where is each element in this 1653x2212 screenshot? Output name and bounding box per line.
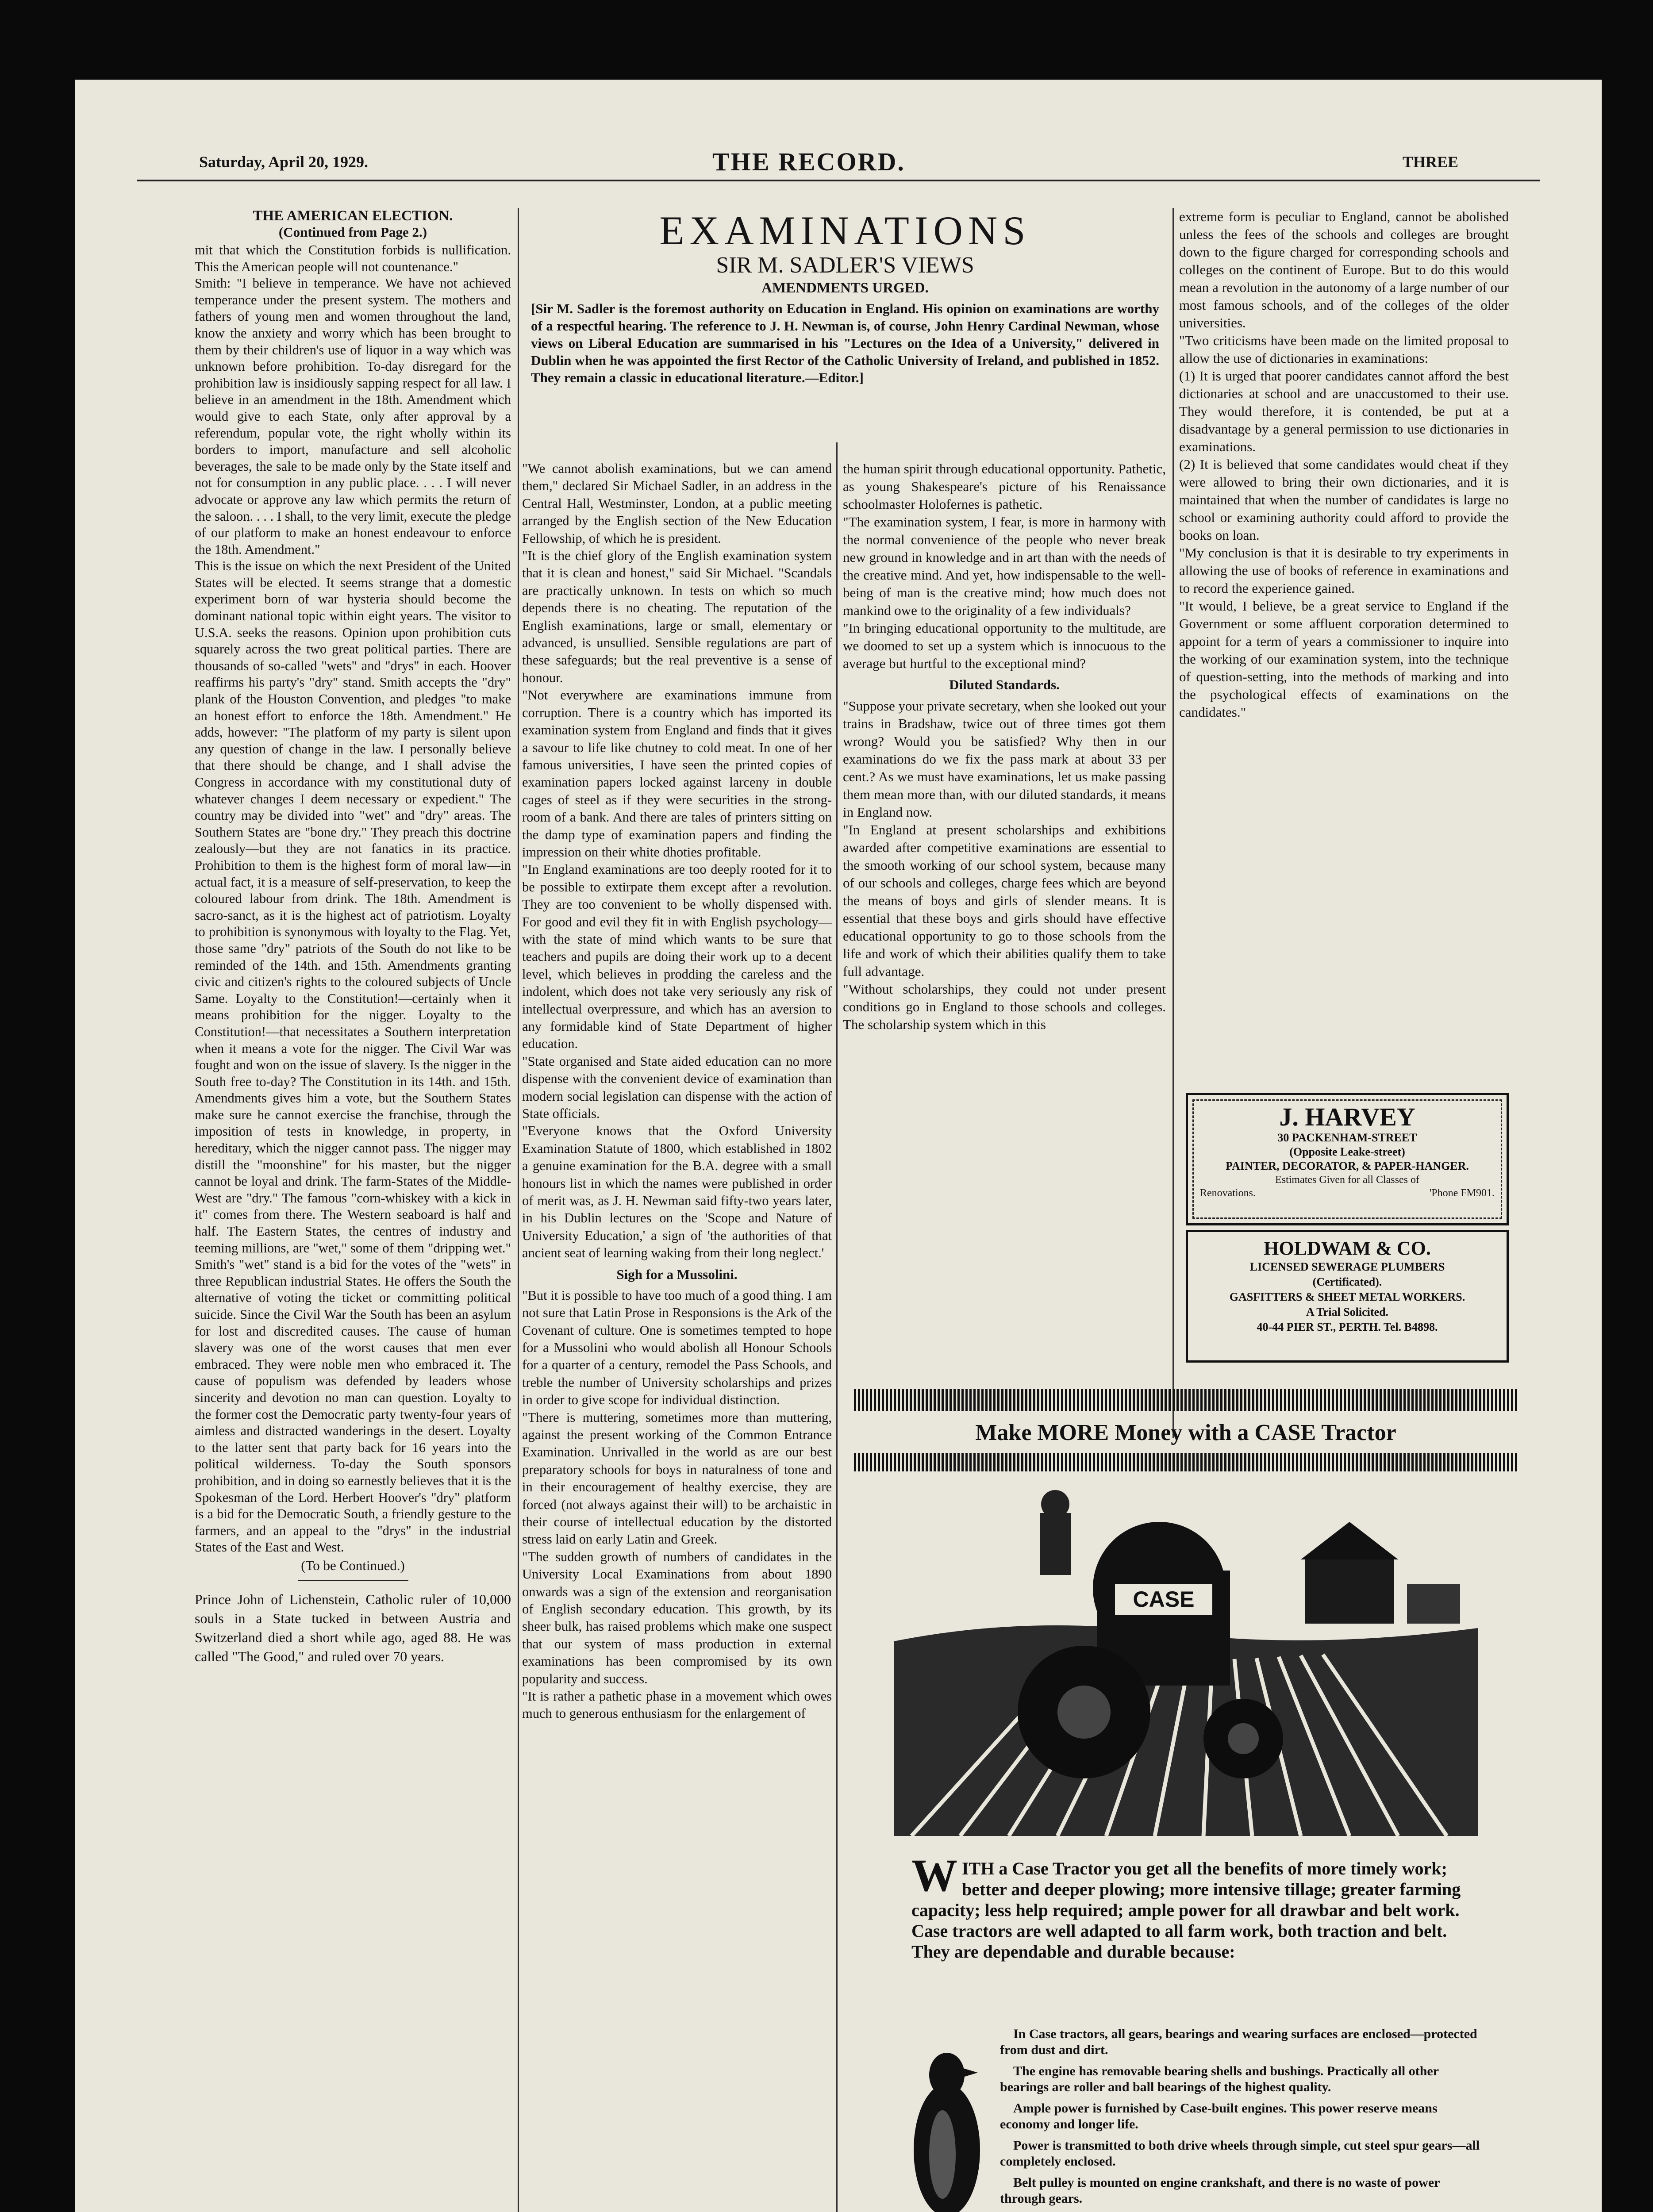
service: GASFITTERS & SHEET METAL WORKERS. (1229, 1290, 1465, 1303)
tractor-illustration (894, 1482, 1478, 1836)
trade: PAINTER, DECORATOR, & PAPER-HANGER. (1226, 1160, 1469, 1172)
feature-item: Power is transmitted to both drive wheels through simple, cut steel spur gears—all completely enclosed. (1000, 2138, 1480, 2169)
feature-item: In Case tractors, all gears, bearings and wearing surfaces are enclosed—protected from dust and dirt. (1000, 2027, 1477, 2057)
ad-headline: Make MORE Money with a CASE Tractor (975, 1420, 1396, 1445)
article-title: THE AMERICAN ELECTION. (253, 208, 453, 224)
ad-body (911, 1850, 1478, 1962)
subheading: Sigh for a Mussolini. (616, 1266, 738, 1282)
feature-item: The engine has removable bearing shells and bushings. Practically all other bearings are roller and ball bearings of the highest quality. (1000, 2064, 1439, 2094)
service: LICENSED SEWERAGE PLUMBERS (1249, 1260, 1445, 1273)
article-body: "But it is possible to have too much of a good thing. I am not sure that Latin Prose in Responsions is the Ark of the Covenant of culture. One is sometimes tempted to hope for a Mussolini who would abolish all Honour Schools for a quarter of a century, remodel the Pass Schools, and treble the number of University scholarships and prizes in order to give scope for individual distinction. "There is muttering, sometimes more than muttering, against the present working of the Common Entrance Examination. Unrivalled in the world as are our best preparatory schools for boys in naturalness of tone and in their encouragement of healthy exercise, they are forced (not always against their will) to be archaistic in their course of intellectual education by the distorted stress laid on early Latin and Greek. "The sudden growth of numbers of candidates in the University Local Examinations from about 1890 onwards was a sign of the extension and reorganisation of English secondary education. This growth, by its sheer bulk, has raised problems which make one suspect that our system of mass production in external examinations has been compromised by its own popularity and success. "It is rather a pathetic phase in a movement which owes much to generous enthusiasm for the enlargement of (522, 1287, 832, 1721)
feature-list (1000, 2026, 1482, 2212)
decorative-band (854, 1453, 1518, 1471)
address: 30 PACKENHAM-STREET (1277, 1131, 1417, 1144)
harvey-advertisement (1186, 1093, 1509, 1225)
ad-intro-text: ITH a Case Tractor you get all the benefits of more timely work; better and deeper plowing; more intensive tillage; greater farming capacity; less help required; ample power for all drawbar and belt work. Case tractors are well adapted to all farm work, both traction and belt. They are dependable and durable because: (911, 1859, 1461, 1962)
newspaper-title: THE RECORD. (712, 147, 905, 176)
ad-footer (1200, 1187, 1495, 1200)
eagle-trademark-icon (903, 2022, 991, 2212)
decorative-band (854, 1389, 1518, 1411)
article-title: EXAMINATIONS (659, 208, 1031, 253)
examinations-column-2 (522, 460, 832, 1723)
phone-number: 'Phone FM901. (1429, 1187, 1495, 1199)
article-deck: AMENDMENTS URGED. (761, 280, 929, 296)
article-subtitle: SIR M. SADLER'S VIEWS (716, 253, 974, 278)
article-body: mit that which the Constitution forbids is nullification. This the American people will not countenance." Smith: "I believe in temperance. We have not achieved temperance under the present system. The mothers and fathers of young men and women throughout the land, know the anxiety and worry which has been brought to them by their children's use of liquor in a way which was unknown before prohibition. To-day disregard for the prohibition law is insidiously sapping respect for all law. I believe in an amendment in the 18th. Amendment which would give to each State, only after approval by a referendum, popular vote, the right wholly within its borders to import, manufacture and sell alcoholic beverages, the sale to be made only by the State itself and not for consumption in any public place. . . . I will never advocate or approve any law which permits the return of the saloon. . . . I shall, to the very limit, execute the pledge of our platform to make an honest endeavour to enforce the 18th. Amendment." This is the issue on which the next President of the United States will be elected. It seems strange that a domestic experiment born of war hysteria should become the dominant national topic within eight years. The visitor to U.S.A. seeks the reasons. Opinion upon prohibition cuts squarely across the two great political parties. There are thousands of so-called "wets" and "drys" in each. Hoover reaffirms his party's "dry" stand. Smith accepts the "dry" plank of the Houston Convention, and pledges "to make an honest effort to enforce the 18th. Amendment." He adds, however: "The platform of my party is silent upon any question of change in the law. I personally believe that there should be change, and I shall advise the Congress in accordance with my constitutional duty of whatever changes I deem necessary or expedient." The country may be divided into "wet" and "dry" areas. The Southern States are "bone dry." They preach this doctrine zealously—but they are not fanatics in its practice. Prohibition to them is the highest form of moral law—in actual fact, it is a measure of self-preservation, to keep the coloured labour from drink. The 18th. Amendment is sacro-sanct, as it is the highest act of patriotism. Loyalty to prohibition is synonymous with loyalty to the Flag. Yet, those same "dry" patriots of the South do not like to be reminded of the 14th. and 15th. Amendments granting civic and citizen's rights to the coloured subjects of Uncle Same. Loyalty to the Constitution!—certainly when it means prohibition for the nigger. Loyalty to the Constitution!—that necessitates a Southern interpretation when it means a vote for the nigger. The Civil War was fought and won on the issue of slavery. Is the nigger in the South free to-day? The Constitution in its 14th. and 15th. Amendments gives him a vote, but the Southern States make sure he cannot exercise the franchise, through the imposition of tests in knowledge, in property, in hereditary, which the nigger cannot pass. The nigger may distill the "moonshine" for his master, but the nigger cannot be loyal and drink. The farm-States of the Middle-West are "dry." The famous "corn-whiskey with a kick in it" comes from there. The Western seaboard is half and half. The Eastern States, the centres of industry and teeming millions, are "wet," some of them "dripping wet." Smith's "wet" stand is a bid for the votes of the "wets" in three Republican industrial States. He offers the South the alternative of voting the ticket or committing political suicide. Since the Civil War the South has been an asylum for lost and discredited causes. The cause of human slavery was one of the worst causes that men ever embraced. They were noble men who embraced it. The cause of populism was defended by leaders whose sincerity and devotion no man can question. Loyalty to the former cost the Democratic party twenty-four years of aimless and distracted wanderings in the desert. Loyalty to the latter sent that party back for 16 years into the political wilderness. To-day the South sponsors prohibition, and in doing so earnestly believes that it is the Spokesman of the Lord. Herbert Hoover's "dry" platform is a bid for the Democratic South, a friendly gesture to the farmers, and an appeal to the "drys" in the industrial States of the East and West. (195, 242, 511, 1555)
page-number: THREE (1403, 153, 1459, 171)
address-note: (Opposite Leake-street) (1289, 1145, 1405, 1158)
address: 40-44 PIER ST., PERTH. Tel. B4898. (1257, 1321, 1438, 1333)
certification: (Certificated). (1312, 1275, 1382, 1288)
tractor-brand-label: CASE (1133, 1587, 1195, 1612)
advertiser-name: J. HARVEY (1279, 1102, 1415, 1131)
masthead-rule (137, 180, 1540, 181)
column-rule (836, 442, 838, 2212)
subheading: Diluted Standards. (949, 677, 1060, 692)
news-item: Prince John of Lichenstein, Catholic ruler of 10,000 souls in a State tucked in between Austria and Switzerland died a short while ago, aged 88. He was called "The Good," and ruled over 70 years. (195, 1591, 515, 1664)
drop-cap: W (911, 1850, 957, 1901)
examinations-column-4 (1179, 208, 1509, 721)
examinations-column-3 (843, 460, 1166, 1033)
case-tractor-advertisement (854, 1389, 1518, 2212)
feature-item: Ample power is furnished by Case-built engines. This power reserve means economy and longer life. (1000, 2101, 1438, 2131)
column-rule (518, 208, 519, 2212)
examinations-header (522, 209, 1168, 386)
ad-intro (911, 1850, 1478, 1962)
editor-intro: [Sir M. Sadler is the foremost authority on Education in England. His opinion on examinations are worthy of a respectful hearing. The reference to J. H. Newman is, of course, John Henry Cardinal Newman, whose views on Liberal Education are summarised in his "Lectures on the Idea of a University," delivered in Dublin when he was appointed the first Rector of the Catholic University of Ireland, and published in 1852. They remain a classic in educational literature.—Editor.] (531, 301, 1163, 385)
column-rule (1172, 208, 1174, 1438)
newspaper-page (75, 80, 1602, 2212)
article-body: "We cannot abolish examinations, but we can amend them," declared Sir Michael Sadler, in an address in the Central Hall, Westminster, London, at a public meeting arranged by the English section of the New Education Fellowship, of which he is president. "It is the chief glory of the English examination system that it is clean and honest," said Sir Michael. "Scandals are practically unknown. In tests on which so much depends there is no cheating. The reputation of the English examinations, large or small, elementary or advanced, is unsullied. Sensible regulations are part of these safeguards; but the real preventive is a sense of honour. "Not everywhere are examinations immune from corruption. There is a country which has imported its examination system from England and finds that it gives a savour to life like chutney to cold meat. In one of her famous universities, I have seen the printed copies of examination papers locked against larceny in double cages of steel as if they were securities in the strong-room of a bank. And there are tales of printers sitting on the damp type of examination papers and finding the impression on their white dhoties profitable. "In England examinations are too deeply rooted for it to be possible to extirpate them except after a revolution. They are too convenient to be wholly dispensed with. For good and evil they fit in with English psychology—with the state of mind which wants to be sure that teachers and pupils are doing their work up to a decent level, which believes in prodding the careless and the indolent, which does not take very seriously any risk of intellectual overpressure, and which has an aversion to any formidable kind of State Department of higher education. "State organised and State aided education can no more dispense with the convenient device of examination than modern social legislation can dispense with the action of State officials. "Everyone knows that the Oxford University Examination Statute of 1800, which established in 1802 a genuine examination for the B.A. degree with a small honours list in which the names were published in order of merit was, as J. H. Newman said fifty-two years later, in his Dublin lectures on the 'Scope and Nature of University Education,' a sign of 'the authorities of that ancient seat of learning waking from their long neglect.' (522, 461, 832, 1261)
holdwam-advertisement (1186, 1230, 1509, 1363)
divider (298, 1580, 408, 1581)
article-body: "Suppose your private secretary, when she looked out your trains in Bradshaw, twice out of three times got them wrong? Would you be satisfied? Why then in our examinations do we fix the pass mark at about 33 per cent.? As we must have examinations, let us make passing them mean more than, with our diluted standards, it means in England now. "In England at present scholarships and exhibitions awarded after competitive examinations are essential to the smooth working of our school system, because many of our schools and colleges, charge fees which are beyond the means of boys and girls of slender means. It is essential that these boys and girls should have effective educational opportunity to go to those schools from the life and work of which their abilities qualify them to take full advantage. "Without scholarships, they could not under present conditions go in England to those schools and colleges. The scholarship system which in this (843, 698, 1166, 1032)
continued-note: (Continued from Page 2.) (278, 224, 427, 240)
to-be-continued: (To be Continued.) (301, 1557, 405, 1573)
advertiser-name: HOLDWAM & CO. (1264, 1237, 1431, 1259)
article-body: the human spirit through educational opportunity. Pathetic, as young Shakespeare's picture of his Renaissance schoolmaster Holofernes is pathetic. "The examination system, I fear, is more in harmony with the normal convenience of the people who never break new ground in knowledge and in art than with the needs of the creative mind. And yet, how indispensable to the well-being of man is the creative mind; how much does not mankind owe to the originality of a few individuals? "In bringing educational opportunity to the multitude, are we doomed to set up a system which is innocuous to the average but hurtful to the exceptional mind? (843, 461, 1166, 671)
renovations-text: Renovations. (1200, 1187, 1256, 1199)
feature-item: Belt pulley is mounted on engine crankshaft, and there is no waste of power through gears. (1000, 2175, 1440, 2206)
issue-date: Saturday, April 20, 1929. (199, 153, 369, 171)
estimates-note: Estimates Given for all Classes of (1275, 1174, 1419, 1186)
trial-note: A Trial Solicited. (1306, 1306, 1389, 1318)
article-body: extreme form is peculiar to England, cannot be abolished unless the fees of the schools and colleges are brought down to the figure charged for corresponding schools and colleges on the continent of Europe. But to do this would mean a revolution in the autonomy of a large number of our most famous schools, and of the colleges of the older universities. "Two criticisms have been made on the limited proposal to allow the use of dictionaries in examinations: (1) It is urged that poorer candidates cannot afford the best dictionaries at school and are unaccustomed to their use. They would therefore, it is contended, be put at a disadvantage by a general permission to use dictionaries in examinations. (2) It is believed that some candidates would cheat if they were allowed to bring their own dictionaries, and it is maintained that when the number of candidates is large no school or examining authority could afford to provide the books on loan. "My conclusion is that it is desirable to try experiments in allowing the use of books of reference in examinations and to record the experience gained. "It would, I believe, be a great service to England if the Government or some affluent corporation determined to appoint for a term of years a commissioner to inquire into the working of our examination system, into the technique of question-setting, into the methods of marking and into the psychological effects of examinations on the candidates." (1179, 209, 1509, 720)
american-election-article (195, 208, 515, 1666)
